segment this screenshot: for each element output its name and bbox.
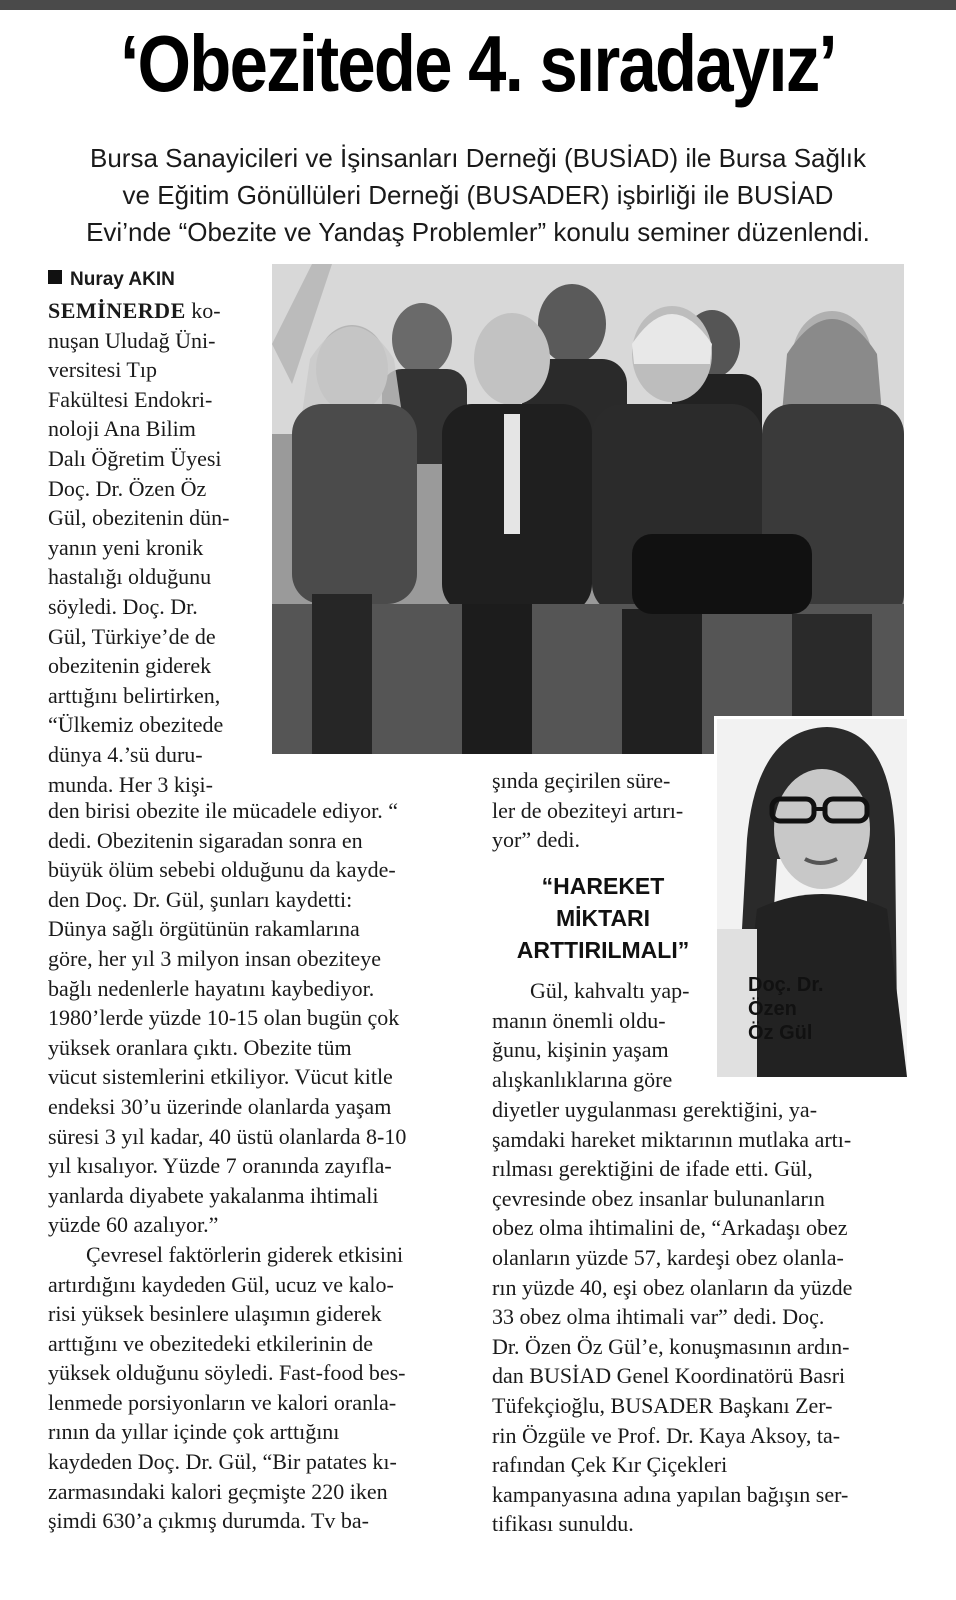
text-line: dünya 4.’sü duru- xyxy=(48,741,203,767)
text-line: manın önemli oldu- xyxy=(492,1007,666,1033)
text-line: Tüfekçioğlu, BUSADER Başkanı Zer- xyxy=(492,1392,833,1418)
text-line: Gül, kahvaltı yap- xyxy=(530,978,690,1003)
text-line: “Ülkemiz obezitede xyxy=(48,712,224,738)
audience-photo xyxy=(272,264,904,754)
text-line: rın yüzde 40, eşi obez olanların da yüzde xyxy=(492,1274,853,1300)
text-line: nuşan Uludağ Üni- xyxy=(48,327,216,353)
text-line: kaydeden Doç. Dr. Gül, “Bir patates kı- xyxy=(48,1449,397,1475)
deck-line: Evi’nde “Obezite ve Yandaş Problemler” konulu seminer düzenlendi. xyxy=(86,217,870,247)
article-deck xyxy=(20,140,936,251)
subhead-line: “HAREKET xyxy=(541,873,665,899)
text-line: Fakültesi Endokri- xyxy=(48,386,213,412)
deck-line: Bursa Sanayicileri ve İşinsanları Derneği (BUSİAD) ile Bursa Sağlık xyxy=(90,143,866,173)
text-line: Dalı Öğretim Üyesi xyxy=(48,445,222,471)
text-line: munda. Her 3 kişi- xyxy=(48,771,213,797)
column-narrow xyxy=(48,266,270,799)
text-line: arttığını ve obezitedeki etkilerinin de xyxy=(48,1330,373,1356)
text-line: versitesi Tıp xyxy=(48,357,157,383)
text-line: yor” dedi. xyxy=(492,827,580,853)
text-line: risi yüksek besinlere ulaşımın giderek xyxy=(48,1301,382,1327)
text-line: vücut sistemlerini etkiliyor. Vücut kitle xyxy=(48,1064,393,1090)
audience-photo-illustration xyxy=(272,264,904,754)
text-line: artırdığını kaydeden Gül, ucuz ve kalo- xyxy=(48,1271,394,1297)
subhead-line: ARTTIRILMALI” xyxy=(516,937,690,963)
text-line: Gül, Türkiye’de de xyxy=(48,623,216,649)
text-line: dedi. Obezitenin sigaradan sonra en xyxy=(48,827,363,853)
text-line: şında geçirilen süre- xyxy=(492,768,671,793)
text-line: bağlı nedenlerle hayatını kaybediyor. xyxy=(48,975,375,1001)
article-headline: ‘Obezitede 4. sıradayız’ xyxy=(120,19,836,108)
text-line: yanlarda diyabete yakalanma ihtimali xyxy=(48,1182,379,1208)
text-line: den Doç. Dr. Gül, şunları kaydetti: xyxy=(48,886,353,912)
text-line: zarmasındaki kalori geçmişte 220 iken xyxy=(48,1478,388,1504)
text-line: Çevresel faktörlerin giderek etkisini xyxy=(86,1241,404,1267)
column-wide xyxy=(48,796,488,1536)
text-line: obez olma ihtimalini de, “Arkadaşı obez xyxy=(492,1215,848,1241)
text-line: rının da yıllar içinde çok arttığını xyxy=(48,1419,340,1445)
section-subhead xyxy=(492,870,714,966)
top-rule xyxy=(0,0,956,10)
text-line: 1980’lerde yüzde 10-15 olan bugün çok xyxy=(48,1005,400,1031)
text-line: obezitenin giderek xyxy=(48,653,212,679)
text-line: ler de obeziteyi artırı- xyxy=(492,797,684,823)
square-bullet-icon xyxy=(48,270,62,284)
text-line: şamdaki hareket miktarının mutlaka artı- xyxy=(492,1126,852,1152)
text-line: lenmede porsiyonların ve kalori oranla- xyxy=(48,1389,397,1415)
text-line: ko- xyxy=(191,298,221,323)
text-line: Dünya sağlı örgütünün rakamlarına xyxy=(48,916,360,942)
text-line: 33 obez olma ihtimali var” dedi. Doç. xyxy=(492,1304,825,1330)
photo-caption xyxy=(748,973,868,1045)
column-right-mid xyxy=(492,976,714,1094)
text-line: endeksi 30’u üzerinde olanlarda yaşam xyxy=(48,1093,392,1119)
text-line: rafından Çek Kır Çiçekleri xyxy=(492,1452,728,1478)
text-line: tifikası sunuldu. xyxy=(492,1511,634,1537)
lead-line xyxy=(48,296,270,326)
text-line: yanın yeni kronik xyxy=(48,534,204,560)
subhead-line: MİKTARI xyxy=(555,905,651,931)
text-line: dan BUSİAD Genel Koordinatörü Basri xyxy=(492,1363,846,1389)
text-line: söyledi. Doç. Dr. xyxy=(48,593,198,619)
text-line: ğunu, kişinin yaşam xyxy=(492,1037,669,1063)
text-line: büyük ölüm sebebi olduğunu da kayde- xyxy=(48,857,396,883)
text-line: çevresinde obez insanlar bulunanların xyxy=(492,1185,825,1211)
text-line: rılması gerektiğini de ifade etti. Gül, xyxy=(492,1156,813,1182)
text-line: kampanyasına adına yapılan bağışın ser- xyxy=(492,1481,849,1507)
column-right-top xyxy=(492,766,714,855)
text-line: Dr. Özen Öz Gül’e, konuşmasının ardın- xyxy=(492,1333,850,1359)
text-line: den birisi obezite ile mücadele ediyor. “ xyxy=(48,798,399,823)
text-line: diyetler uygulanması gerektiğini, ya- xyxy=(492,1097,818,1122)
caption-line: Öz Gül xyxy=(748,1022,813,1044)
text-line: Gül, obezitenin dün- xyxy=(48,505,230,531)
text-line: hastalığı olduğunu xyxy=(48,564,212,590)
deck-line: ve Eğitim Gönüllüleri Derneği (BUSADER) işbirliği ile BUSİAD xyxy=(122,180,834,210)
text-line: yıl kısalıyor. Yüzde 7 oranında zayıfla- xyxy=(48,1153,392,1179)
text-line: yüksek oranlara çıktı. Obezite tüm xyxy=(48,1034,352,1060)
text-line: rin Özgüle ve Prof. Dr. Kaya Aksoy, ta- xyxy=(492,1422,841,1448)
caption-line: Özen xyxy=(748,998,797,1020)
caption-line: Doç. Dr. xyxy=(748,974,824,996)
text-line: şimdi 630’a çıkmış durumda. Tv ba- xyxy=(48,1508,369,1534)
text-line: alışkanlıklarına göre xyxy=(492,1066,673,1092)
text-line: arttığını belirtirken, xyxy=(48,682,221,708)
text-line: noloji Ana Bilim xyxy=(48,416,196,442)
text-line: Doç. Dr. Özen Öz xyxy=(48,475,207,501)
text-line: göre, her yıl 3 milyon insan obeziteye xyxy=(48,945,381,971)
text-line: yüksek olduğunu söyledi. Fast-food bes- xyxy=(48,1360,406,1386)
column-right-bottom xyxy=(492,1095,922,1539)
byline: Nuray AKIN xyxy=(48,266,270,294)
text-line: yüzde 60 azalıyor.” xyxy=(48,1212,219,1238)
text-line: olanların yüzde 57, kardeşi obez olanla- xyxy=(492,1244,844,1270)
text-line: süresi 3 yıl kadar, 40 üstü olanlarda 8-10 xyxy=(48,1123,407,1149)
lead-word: SEMİNERDE xyxy=(48,298,186,323)
